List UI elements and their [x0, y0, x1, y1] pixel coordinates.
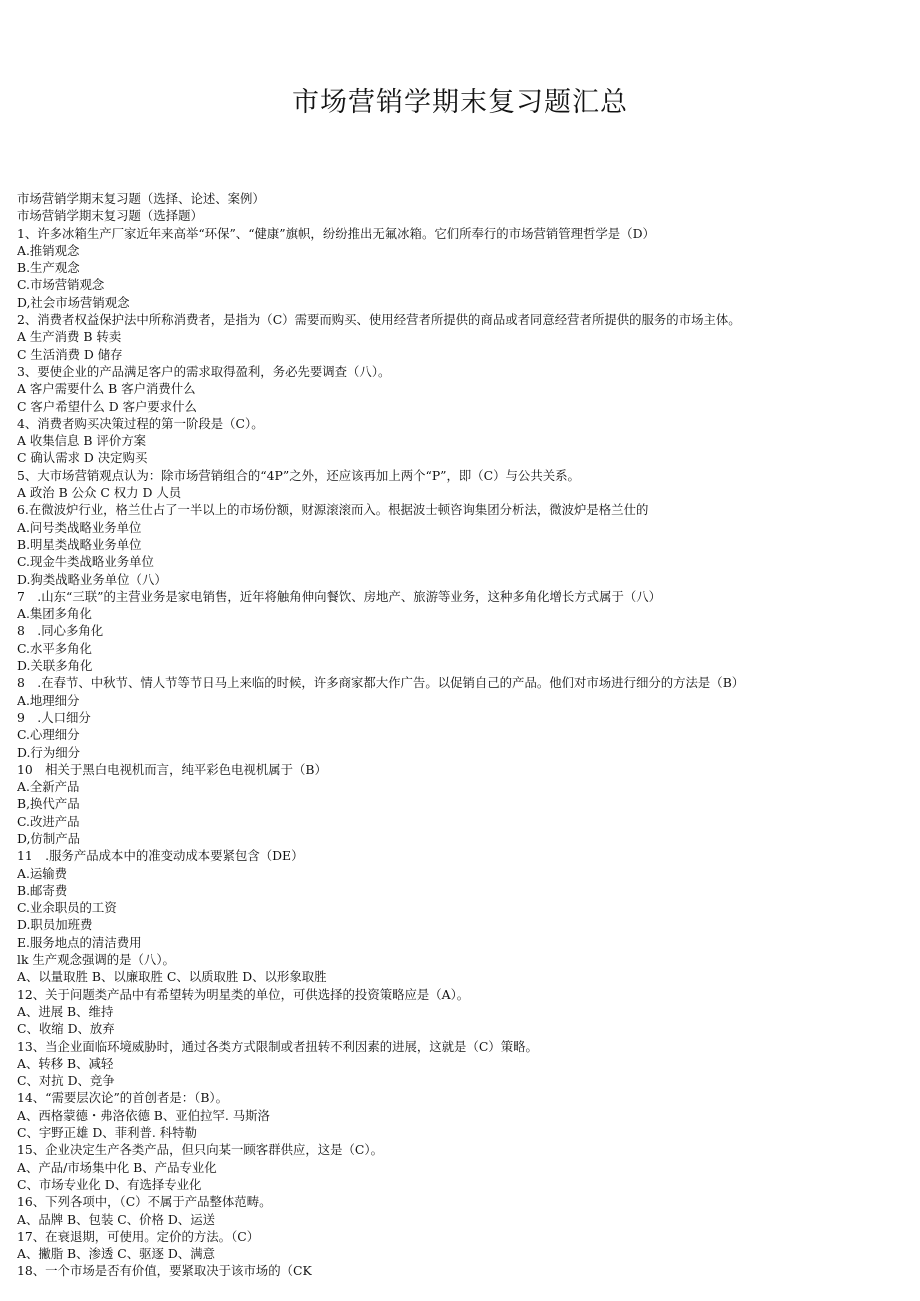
text-line: 7 .山东“三联”的主营业务是家电销售，近年将触角伸向餐饮、房地产、旅游等业务，这种多角化增长方式属于（八）: [17, 588, 662, 604]
text-line: C.现金牛类战略业务单位: [17, 554, 154, 570]
text-line: A 生产消费 B 转卖: [17, 329, 122, 345]
text-line: C.改进产品: [17, 813, 80, 829]
text-line: D.狗类战略业务单位（八）: [17, 571, 167, 587]
text-line: 市场营销学期末复习题（选择、论述、案例）: [17, 191, 265, 206]
text-line: 6.在微波炉行业，格兰仕占了一半以上的市场份额，财源滚滚而入。根据波士顿咨询集团分析法，微波炉是格兰仕的: [17, 502, 649, 518]
text-line: 12、关于问题类产品中有希望转为明星类的单位，可供选择的投资策略应是（A）。: [17, 986, 470, 1002]
text-line: 9 .人口细分: [17, 709, 91, 725]
text-line: C.心理细分: [17, 727, 80, 743]
text-line: C 客户希望什么 D 客户要求什么: [17, 398, 197, 414]
text-line: D.职员加班费: [17, 917, 93, 933]
text-line: 16、下列各项中，（C）不属于产品整体范畴。: [17, 1194, 272, 1210]
text-line: C、宇野正雄 D、菲利普. 科特勒: [17, 1125, 197, 1141]
text-line: A.集团多角化: [17, 606, 92, 622]
text-line: A、进展 B、维持: [17, 1003, 114, 1019]
text-line: 17、在衰退期，可使用。定价的方法。（C）: [17, 1228, 260, 1244]
text-line: A.全新产品: [17, 779, 80, 795]
text-line: A.问号类战略业务单位: [17, 519, 142, 535]
text-line: 10 相关于黑白电视机而言，纯平彩色电视机属于（B）: [17, 761, 327, 777]
text-line: 8 .同心多角化: [17, 623, 104, 639]
text-line: 市场营销学期末复习题（选择题）: [17, 208, 203, 224]
text-line: 14、“需要层次论”的首创者是：（B）。: [17, 1090, 229, 1106]
text-line: C.水平多角化: [17, 640, 92, 656]
text-line: A 收集信息 B 评价方案: [17, 433, 146, 449]
text-line: B.生产观念: [17, 260, 80, 276]
text-line: C、收缩 D、放弃: [17, 1021, 115, 1037]
text-line: C.业余职员的工资: [17, 900, 117, 916]
text-line: E.服务地点的清洁费用: [17, 934, 142, 950]
document-title: 市场营销学期末复习题汇总: [292, 87, 628, 118]
text-line: A 客户需要什么 B 客户消费什么: [17, 381, 196, 397]
document-body: [17, 190, 907, 1280]
text-line: A、以量取胜 B、以廉取胜 C、以质取胜 D、以形象取胜: [17, 969, 327, 985]
text-line: 11 .服务产品成本中的准变动成本要紧包含（DE）: [17, 848, 304, 864]
text-line: B,换代产品: [17, 796, 80, 812]
text-line: A.推销观念: [17, 242, 80, 258]
text-line: A、产品/市场集中化 B、产品专业化: [17, 1159, 217, 1175]
text-line: C、市场专业化 D、有选择专业化: [17, 1176, 202, 1192]
text-line: B.邮寄费: [17, 882, 68, 898]
text-line: A、品牌 B、包装 C、价格 D、运送: [17, 1211, 215, 1227]
text-line: A 政治 B 公众 C 权力 D 人员: [17, 485, 182, 501]
text-line: C 生活消费 D 储存: [17, 346, 123, 362]
text-line: C 确认需求 D 决定购买: [17, 450, 148, 466]
text-line: 18、一个市场是否有价值，要紧取决于该市场的（CK: [17, 1263, 312, 1279]
text-line: A、西格蒙德・弗洛依德 B、亚伯拉罕. 马斯洛: [17, 1107, 270, 1123]
text-line: 2、消费者权益保护法中所称消费者，是指为（C）需要而购买、使用经营者所提供的商品或者同意经营者所提供的服务的市场主体。: [17, 312, 741, 328]
text-line: A、转移 B、减轻: [17, 1055, 114, 1071]
text-line: A.运输费: [17, 865, 68, 881]
text-line: D.行为细分: [17, 744, 80, 760]
text-line: 1、许多冰箱生产厂家近年来高举“环保”、“健康”旗帜，纷纷推出无氟冰箱。它们所奉行的市场营销管理哲学是（D）: [17, 225, 655, 241]
text-line: 8 .在春节、中秋节、情人节等节日马上来临的时候，许多商家都大作广告。以促销自己的产品。他们对市场进行细分的方法是（B）: [17, 675, 745, 691]
text-line: 3、要使企业的产品满足客户的需求取得盈利，务必先要调查（八）。: [17, 363, 391, 379]
text-line: 15、企业决定生产各类产品，但只向某一顾客群供应，这是（C）。: [17, 1142, 383, 1158]
text-line: C、对抗 D、竞争: [17, 1073, 115, 1089]
text-line: B.明星类战略业务单位: [17, 536, 142, 552]
text-line: 5、大市场营销观点认为：除市场营销组合的“4P”之外，还应该再加上两个“P”，即（C）与公共关系。: [17, 467, 580, 483]
text-line: D.关联多角化: [17, 658, 93, 674]
text-line: C.市场营销观念: [17, 277, 105, 293]
text-line: A、撇脂 B、渗透 C、驱逐 D、满意: [17, 1246, 215, 1262]
text-line: A.地理细分: [17, 692, 80, 708]
text-line: 13、当企业面临环境威胁时，通过各类方式限制或者扭转不利因素的进展，这就是（C）策略。: [17, 1038, 538, 1054]
text-line: 4、消费者购买决策过程的第一阶段是（C）。: [17, 415, 264, 431]
text-line: D,仿制产品: [17, 830, 80, 846]
text-line: lk 生产观念强调的是（八）。: [17, 952, 175, 968]
text-line: D,社会市场营销观念: [17, 294, 130, 310]
